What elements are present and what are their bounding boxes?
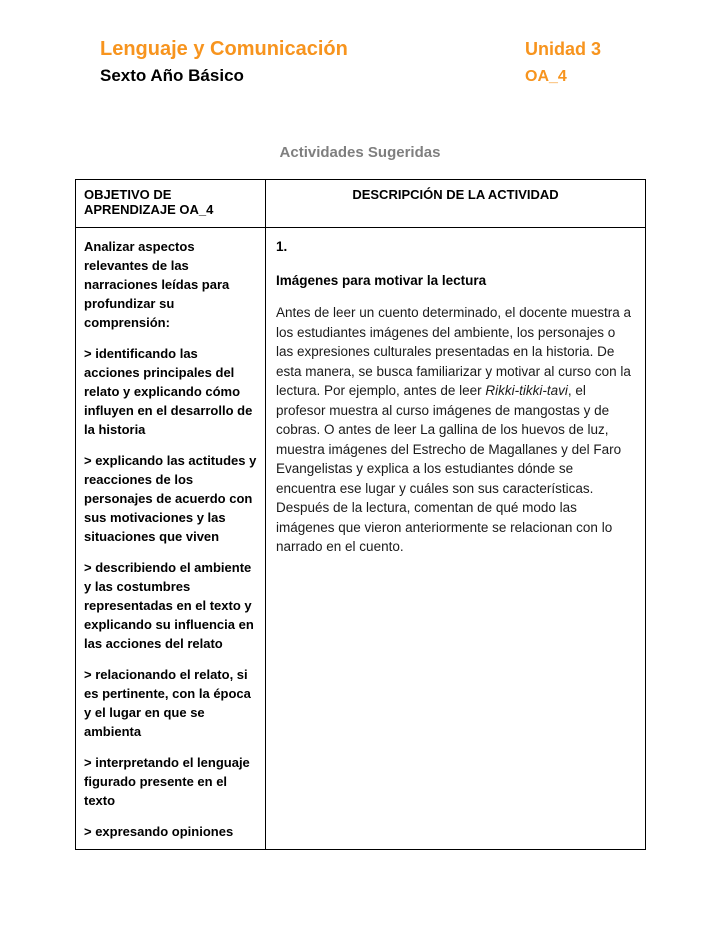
objective-bullet-2: > explicando las actitudes y reacciones de los personajes de acuerdo con sus motivaciones y las situaciones que viven	[84, 453, 257, 544]
unit-label: Unidad 3	[525, 39, 602, 59]
activity-cell	[266, 228, 646, 850]
objective-cell	[76, 228, 266, 850]
subject-title: Lenguaje y Comunicación	[100, 38, 348, 60]
objective-intro: Analizar aspectos relevantes de las narraciones leídas para profundizar su comprensión:	[84, 239, 230, 330]
activity-text-italic: Rikki-tikki-tavi	[485, 383, 568, 398]
activity-text-pre: Antes de leer un cuento determinado, el docente muestra a los estudiantes imágenes del ambiente, los personajes o las expresiones culturales presentadas en la historia. De esta manera, se busca familiarizar y motivar al curso con la lectura. Por ejemplo, antes de leer	[276, 305, 631, 398]
grade-label: Sexto Año Básico	[100, 66, 244, 85]
document-header	[100, 36, 620, 88]
objective-column-header: OBJETIVO DE APRENDIZAJE OA_4	[76, 180, 266, 228]
page-title: Actividades Sugeridas	[279, 144, 441, 161]
activity-title: Imágenes para motivar la lectura	[276, 272, 487, 288]
objective-bullet-6: > expresando opiniones	[84, 824, 234, 839]
objective-bullet-5: > interpretando el lenguaje figurado presente en el texto	[84, 755, 250, 808]
activity-number: 1.	[276, 239, 288, 254]
table-body-row	[76, 228, 646, 850]
activity-description	[276, 303, 635, 557]
objective-bullet-3: > describiendo el ambiente y las costumbres representadas en el texto y explicando su influencia en las acciones del relato	[84, 560, 254, 651]
description-column-header: DESCRIPCIÓN DE LA ACTIVIDAD	[266, 180, 646, 228]
objective-bullet-1: > identificando las acciones principales del relato y explicando cómo influyen en el desarrollo de la historia	[84, 346, 253, 437]
oa-label: OA_4	[525, 68, 567, 85]
activity-text-post: , el profesor muestra al curso imágenes de mangostas y de cobras. O antes de leer La gallina de los huevos de luz, muestra imágenes del Estrecho de Magallanes y del Faro Evangelistas y explica a los estudiantes dónde se encuentra ese lugar y cuáles son sus características. Después de la lectura, comentan de qué modo las imágenes que vieron anteriormente se relacionan con lo narrado en el cuento.	[276, 383, 622, 554]
objective-bullet-4: > relacionando el relato, si es pertinente, con la época y el lugar en que se ambienta	[84, 667, 251, 739]
table-header-row	[76, 180, 646, 228]
activities-table	[75, 179, 646, 850]
